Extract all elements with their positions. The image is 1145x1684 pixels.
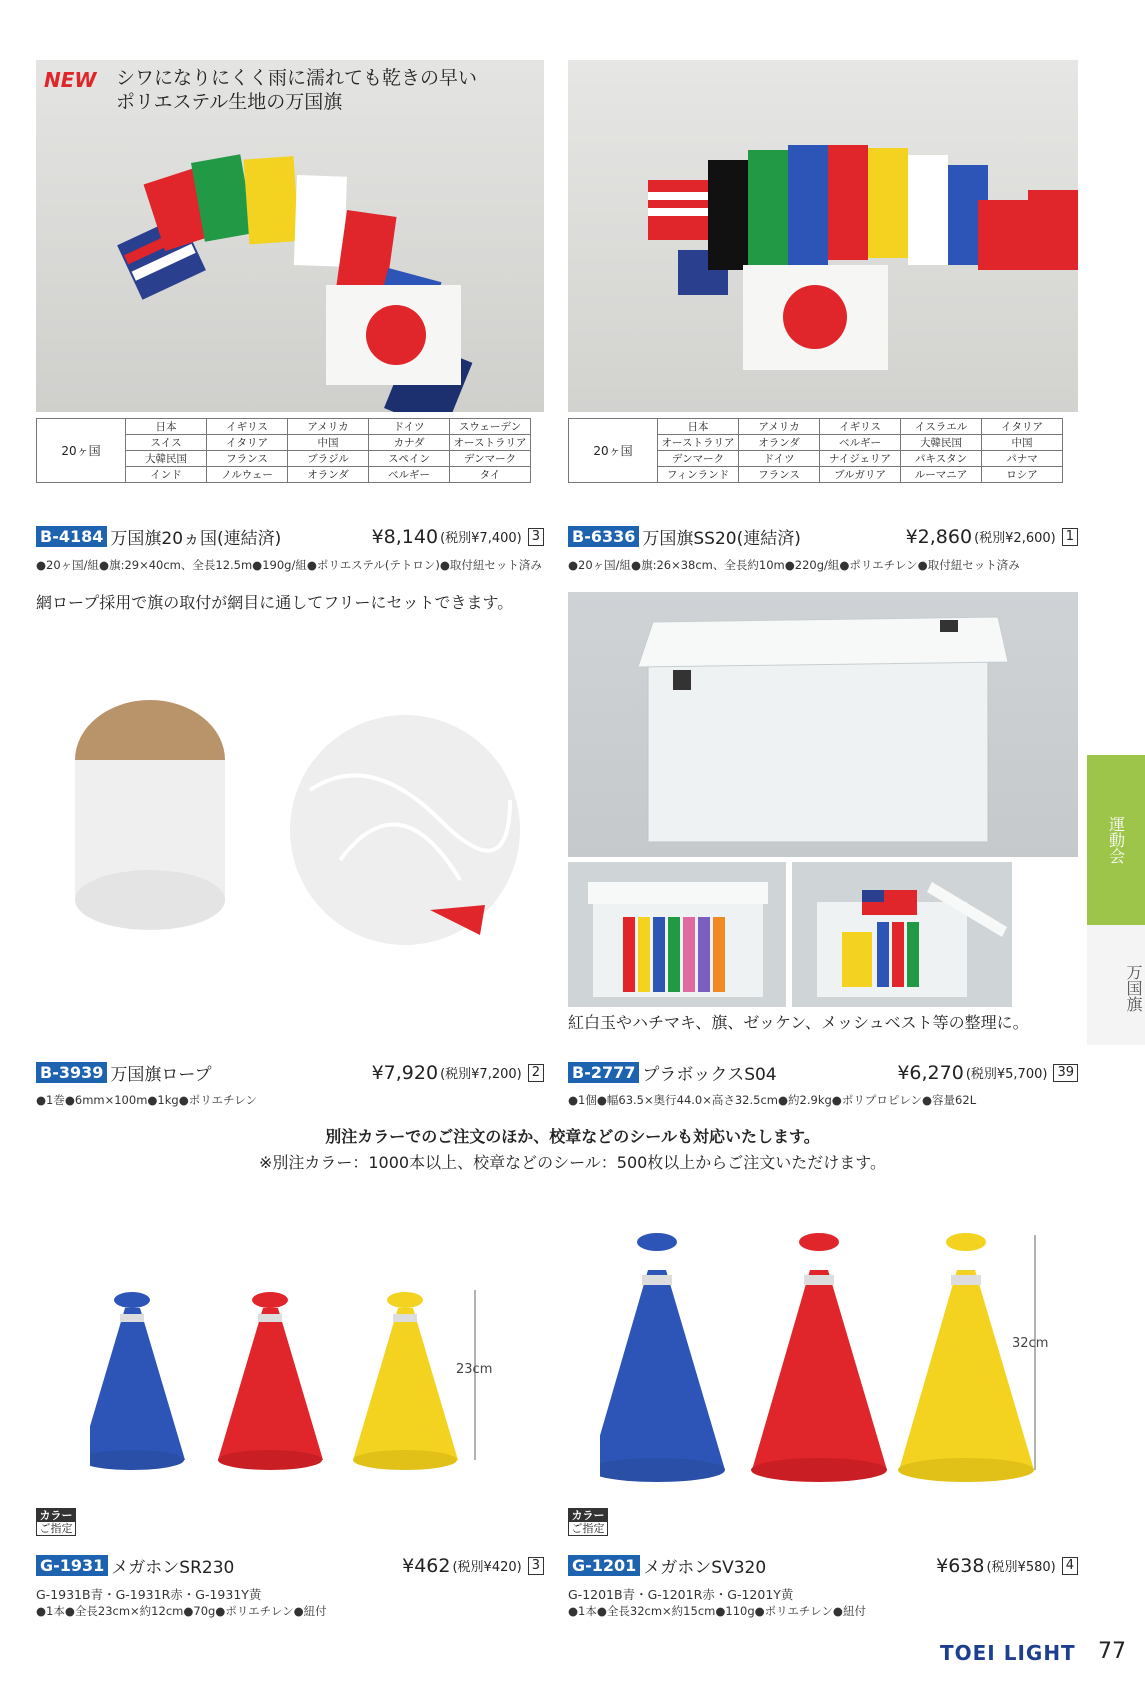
table-row: フィンランド フランス ブルガリア ルーマニア ロシア <box>569 467 1063 483</box>
product-variants: G-1201B青・G-1201R赤・G-1201Y黄 <box>568 1587 794 1602</box>
tab-world-flags[interactable]: 万国旗 <box>1087 925 1145 1045</box>
product-spec: ●20ヶ国/組●旗:26×38cm、全長約10m●220g/組●ポリエチレン●取付紐セット済み <box>568 558 1020 572</box>
notice-line-1: 別注カラーでのご注文のほか、校章などのシールも対応いたします。 <box>325 1127 820 1146</box>
product-tax: (税別¥580) <box>986 1560 1056 1575</box>
table-row: 20ヶ国 日本 イギリス アメリカ ドイツ スウェーデン <box>37 419 531 435</box>
rope-illustration <box>40 630 540 1030</box>
megaphone-yellow <box>353 1292 458 1470</box>
product-code: B-6336 <box>568 526 639 547</box>
product-spec: ●1巻●6mm×100m●1kg●ポリエチレン <box>36 1093 257 1107</box>
product-code: G-1931 <box>36 1555 108 1576</box>
table-row: 20ヶ国 日本 アメリカ イギリス イスラエル イタリア <box>569 419 1063 435</box>
product-name: 万国旗SS20(連結済) <box>642 529 801 549</box>
product-tax: (税別¥420) <box>452 1560 522 1575</box>
product-code: B-3939 <box>36 1062 107 1083</box>
product-name: プラボックスS04 <box>642 1065 777 1085</box>
flags-illustration <box>568 60 1078 412</box>
product-variants: G-1931B青・G-1931R赤・G-1931Y黄 <box>36 1587 262 1602</box>
product-name: 万国旗ロープ <box>110 1065 212 1085</box>
dimension-label: 32cm <box>1012 1336 1049 1351</box>
headline-text: シワになりにくく雨に濡れても乾きの早い ポリエステル生地の万国旗 <box>116 67 478 113</box>
product-price: ¥7,920 <box>371 1061 439 1084</box>
brand-logo: TOEI LIGHT <box>940 1641 1076 1665</box>
color-select-badge: カラー ご指定 <box>568 1508 608 1536</box>
table-row: スイス イタリア 中国 カナダ オーストラリア <box>37 435 531 451</box>
product-tax: (税別¥2,600) <box>974 531 1056 546</box>
megaphone-blue <box>90 1292 185 1470</box>
megaphones-large <box>600 1230 1070 1490</box>
product-qty: 2 <box>528 1064 544 1082</box>
product-bar-b6336 <box>568 524 1078 549</box>
product-name: メガホンSR230 <box>111 1558 235 1578</box>
flags-photo-2 <box>568 60 1078 412</box>
product-qty: 39 <box>1053 1064 1078 1082</box>
table-row: インド ノルウェー オランダ ベルギー タイ <box>37 467 531 483</box>
box-photo-b <box>792 862 1012 1007</box>
box-caption: 紅白玉やハチマキ、旗、ゼッケン、メッシュベスト等の整理に。 <box>568 1013 1029 1032</box>
product-code: B-4184 <box>36 526 107 547</box>
megaphone-blue <box>600 1233 725 1482</box>
rope-headline: 網ロープ採用で旗の取付が網目に通してフリーにセットできます。 <box>36 593 514 612</box>
table-label: 20ヶ国 <box>569 419 658 483</box>
product-bar-b2777 <box>568 1060 1078 1085</box>
table-row: デンマーク ドイツ ナイジェリア パキスタン パナマ <box>569 451 1063 467</box>
product-spec: ●1本●全長32cm×約15cm●110g●ポリエチレン●紐付 <box>568 1604 866 1618</box>
product-qty: 3 <box>528 1557 544 1575</box>
product-spec: ●1個●幅63.5×奥行44.0×高さ32.5cm●約2.9kg●ポリプロピレン●容量62L <box>568 1093 977 1107</box>
product-tax: (税別¥7,200) <box>440 1067 522 1082</box>
megaphones-small <box>90 1280 540 1480</box>
table-label: 20ヶ国 <box>37 419 126 483</box>
megaphone-yellow <box>898 1233 1034 1482</box>
net-closeup <box>290 715 520 945</box>
product-code: G-1201 <box>568 1555 640 1576</box>
product-code: B-2777 <box>568 1062 639 1083</box>
product-name: 万国旗20ヵ国(連結済) <box>110 529 282 549</box>
product-bar-g1201 <box>568 1553 1078 1578</box>
product-spec: ●1本●全長23cm×約12cm●70g●ポリエチレン●紐付 <box>36 1604 327 1618</box>
product-price: ¥2,860 <box>905 525 973 548</box>
product-tax: (税別¥5,700) <box>965 1067 1048 1082</box>
flags-illustration <box>36 60 544 412</box>
product-price: ¥462 <box>402 1554 451 1577</box>
flags-photo-1 <box>36 60 544 412</box>
product-qty: 4 <box>1062 1557 1078 1575</box>
product-bar-b3939 <box>36 1060 544 1085</box>
product-tax: (税別¥7,400) <box>440 531 522 546</box>
product-price: ¥638 <box>936 1554 985 1577</box>
table-row: 大韓民国 フランス ブラジル スペイン デンマーク <box>37 451 531 467</box>
tab-sports-day[interactable]: 運動会 <box>1087 755 1145 925</box>
box-photo-a <box>568 862 786 1007</box>
product-price: ¥6,270 <box>897 1061 964 1084</box>
megaphone-red <box>751 1233 887 1482</box>
product-spec: ●20ヶ国/組●旗:29×40cm、全長12.5m●190g/組●ポリエステル(テトロン)●取付紐セット済み <box>36 558 542 572</box>
product-qty: 1 <box>1062 528 1078 546</box>
box-photo-main <box>568 592 1078 857</box>
new-badge: NEW <box>44 68 97 92</box>
storage-box <box>568 592 1078 857</box>
table-row: オーストラリア オランダ ベルギー 大韓民国 中国 <box>569 435 1063 451</box>
product-name: メガホンSV320 <box>643 1558 767 1578</box>
dimension-label: 23cm <box>456 1362 493 1377</box>
notice-line-2: ※別注カラー：1000本以上、校章などのシール：500枚以上からご注文いただけます。 <box>258 1153 887 1172</box>
page-number: 77 <box>1098 1639 1126 1664</box>
megaphone-red <box>218 1292 323 1470</box>
product-price: ¥8,140 <box>371 525 439 548</box>
product-qty: 3 <box>528 528 544 546</box>
country-table-1 <box>36 418 531 483</box>
product-bar-b4184 <box>36 524 544 549</box>
color-select-badge: カラー ご指定 <box>36 1508 76 1536</box>
country-table-2 <box>568 418 1063 483</box>
product-bar-g1931 <box>36 1553 544 1578</box>
custom-order-notice <box>0 1124 1145 1173</box>
